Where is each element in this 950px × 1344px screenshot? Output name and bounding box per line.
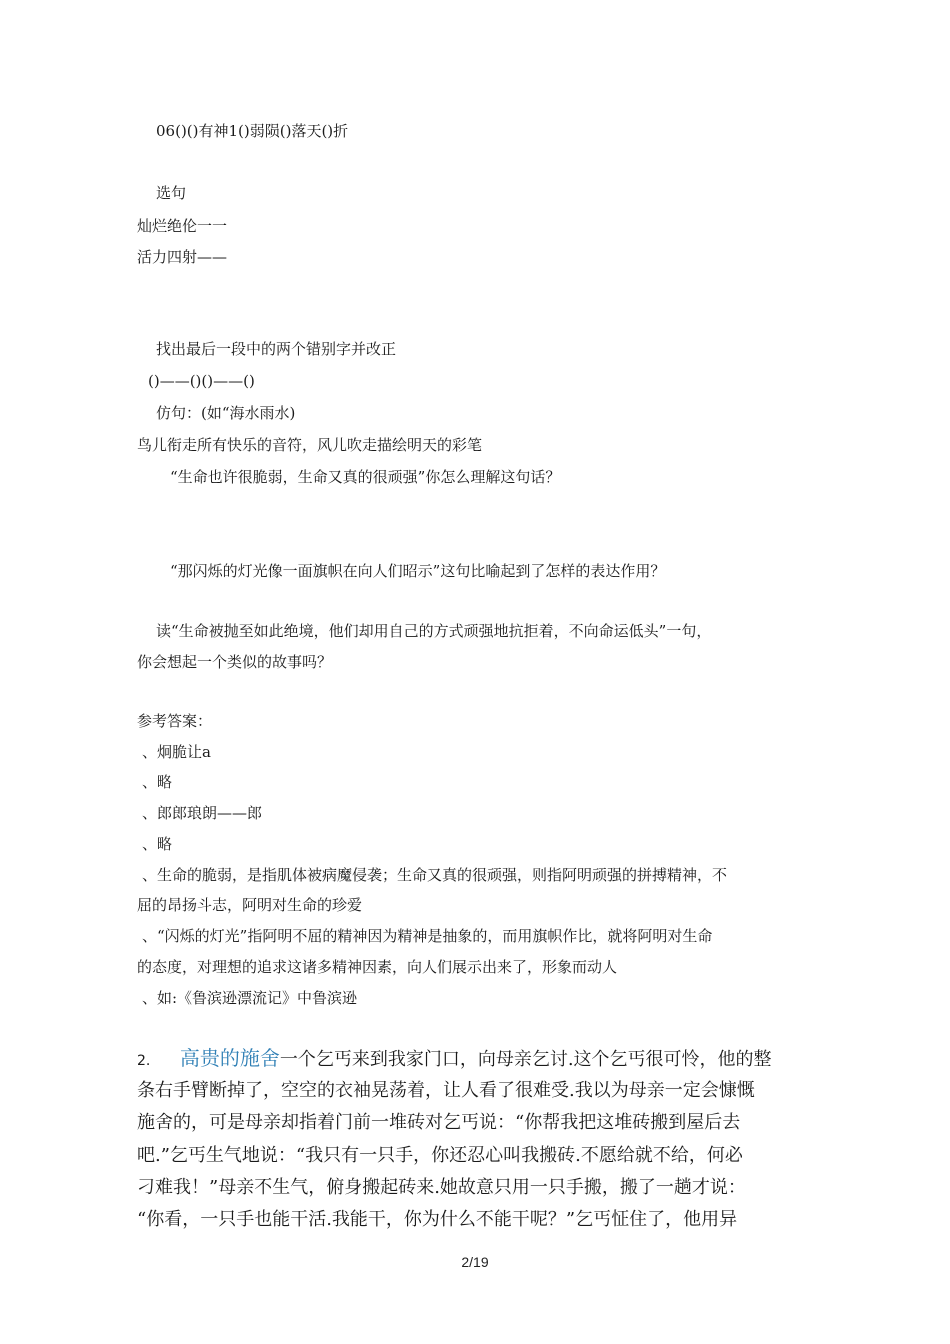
line-7: 仿句：(如“海水雨水) xyxy=(156,404,296,422)
page-number: 2/19 xyxy=(461,1254,489,1270)
line-6: ()——()()——() xyxy=(148,372,255,390)
line-9: “生命也许很脆弱，生命又真的很顽强”你怎么理解这句话？ xyxy=(170,468,561,486)
line-20: 、“闪烁的灯光”指阿明不屈的精神因为精神是抽象的，而用旗帜作比，就将阿明对生命 xyxy=(142,927,713,945)
line-8: 鸟儿衔走所有快乐的音符，风儿吹走描绘明天的彩笔 xyxy=(137,436,483,454)
line-10: “那闪烁的灯光像一面旗帜在向人们昭示”这句比喻起到了怎样的表达作用？ xyxy=(170,562,666,580)
line-14: 、炯脆让a xyxy=(142,743,211,761)
story-line: 一个乞丐来到我家门口，向母亲乞讨.这个乞丐很可怜，他的整 xyxy=(279,1049,772,1070)
story-line: 刁难我！”母亲不生气，俯身搬起砖来.她故意只用一只手搬，搬了一趟才说： xyxy=(137,1177,746,1198)
line-2: 选句 xyxy=(156,184,187,202)
line-13: 参考答案： xyxy=(137,712,213,730)
line-4: 活力四射—— xyxy=(137,248,228,266)
line-18: 、生命的脆弱，是指肌体被病魔侵袭；生命又真的很顽强，则指阿明顽强的拼搏精神，不 xyxy=(142,866,728,884)
story-number: 2. xyxy=(137,1053,151,1069)
line-11: 读“生命被抛至如此绝境，他们却用自己的方式顽强地抗拒着，不向命运低头”一句， xyxy=(156,622,712,640)
story-line: “你看，一只手也能干活.我能干，你为什么不能干呢？”乞丐怔住了，他用异 xyxy=(137,1209,738,1230)
story-first-line xyxy=(137,1047,772,1072)
story-title: 高贵的施舍 xyxy=(179,1046,280,1070)
line-19: 屈的昂扬斗志，阿明对生命的珍爱 xyxy=(137,896,363,914)
line-5: 找出最后一段中的两个错别字并改正 xyxy=(156,340,397,358)
story-line: 施舍的，可是母亲却指着门前一堆砖对乞丐说：“你帮我把这堆砖搬到屋后去 xyxy=(137,1112,741,1133)
line-22: 、如:《鲁滨逊漂流记》中鲁滨逊 xyxy=(142,989,358,1007)
story-line: 条右手臂断掉了，空空的衣袖晃荡着，让人看了很难受.我以为母亲一定会慷慨 xyxy=(137,1080,755,1101)
story-line: 吧.”乞丐生气地说：“我只有一只手，你还忍心叫我搬砖.不愿给就不给，何必 xyxy=(137,1145,743,1166)
line-15: 、略 xyxy=(142,773,173,791)
line-3: 灿烂绝伦一一 xyxy=(137,217,228,235)
line-12: 你会想起一个类似的故事吗？ xyxy=(137,653,333,671)
line-16: 、郎郎琅朗——郎 xyxy=(142,804,263,822)
line-21: 的态度，对理想的追求这诸多精神因素，向人们展示出来了，形象而动人 xyxy=(137,958,618,976)
line-17: 、略 xyxy=(142,835,173,853)
line-1: 06()()有神1()弱陨()落天()折 xyxy=(156,122,349,140)
